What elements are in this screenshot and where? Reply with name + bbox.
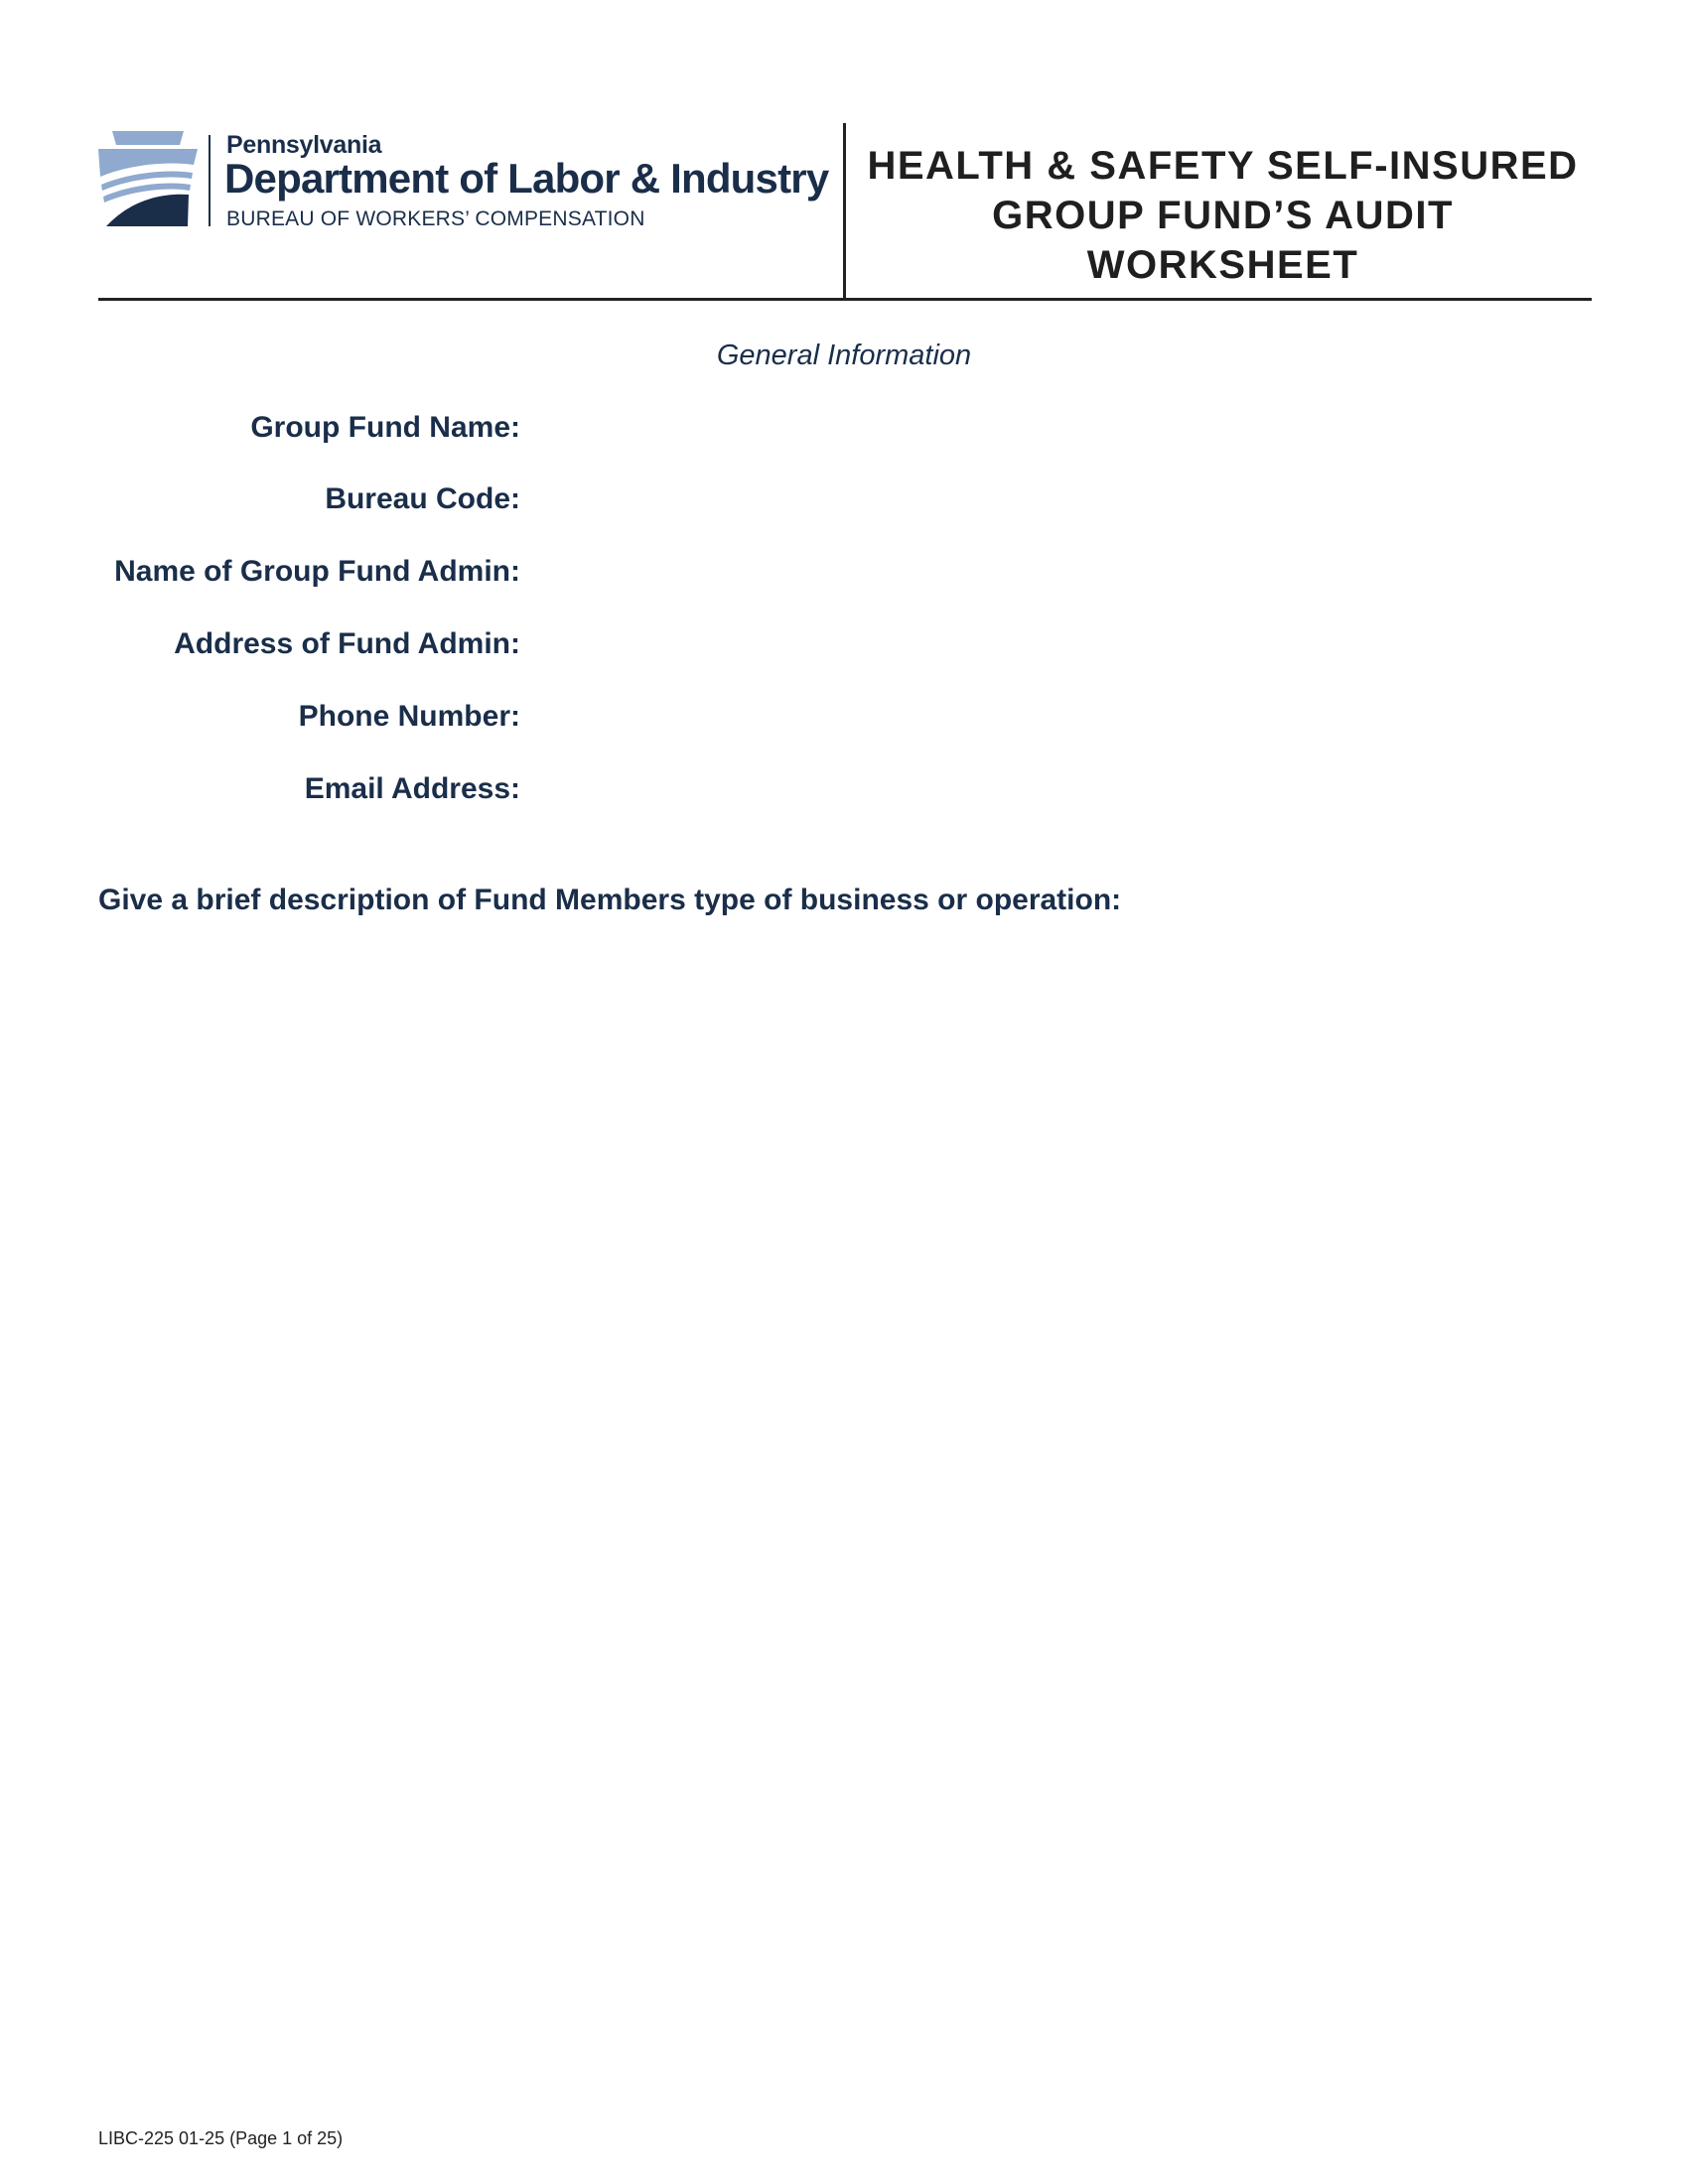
header-vertical-divider (843, 123, 846, 299)
fund-admin-address-label: Address of Fund Admin: (174, 627, 520, 660)
form-title (854, 141, 1592, 290)
group-fund-name-label: Group Fund Name: (250, 411, 520, 444)
fund-admin-address-field[interactable] (536, 623, 1589, 663)
email-address-label: Email Address: (304, 772, 520, 805)
form-id-footer: LIBC-225 01-25 (Page 1 of 25) (98, 2128, 344, 2148)
logo-bureau-name: BUREAU OF WORKERS’ COMPENSATION (226, 207, 645, 230)
logo-department-name: Department of Labor & Industry (224, 155, 829, 202)
business-description-field[interactable] (98, 933, 1592, 2075)
section-heading: General Information (716, 340, 972, 371)
form-title-line-1: HEALTH & SAFETY SELF-INSURED (867, 144, 1579, 188)
phone-number-label: Phone Number: (298, 700, 520, 733)
keystone-logo-icon (98, 131, 198, 226)
logo-divider (209, 135, 211, 226)
email-address-field[interactable] (536, 768, 1589, 808)
group-fund-admin-label: Name of Group Fund Admin: (114, 555, 520, 588)
phone-number-field[interactable] (536, 696, 1589, 736)
group-fund-name-field[interactable] (536, 407, 1589, 447)
bureau-code-field[interactable] (536, 478, 1589, 518)
bureau-code-label: Bureau Code: (325, 482, 520, 515)
logo-state-name: Pennsylvania (226, 131, 382, 159)
group-fund-admin-field[interactable] (536, 551, 1589, 591)
header-rule (98, 298, 1592, 301)
business-description-prompt: Give a brief description of Fund Members type of business or operation: (98, 884, 1122, 916)
form-title-line-2: GROUP FUND’S AUDIT WORKSHEET (992, 194, 1454, 287)
